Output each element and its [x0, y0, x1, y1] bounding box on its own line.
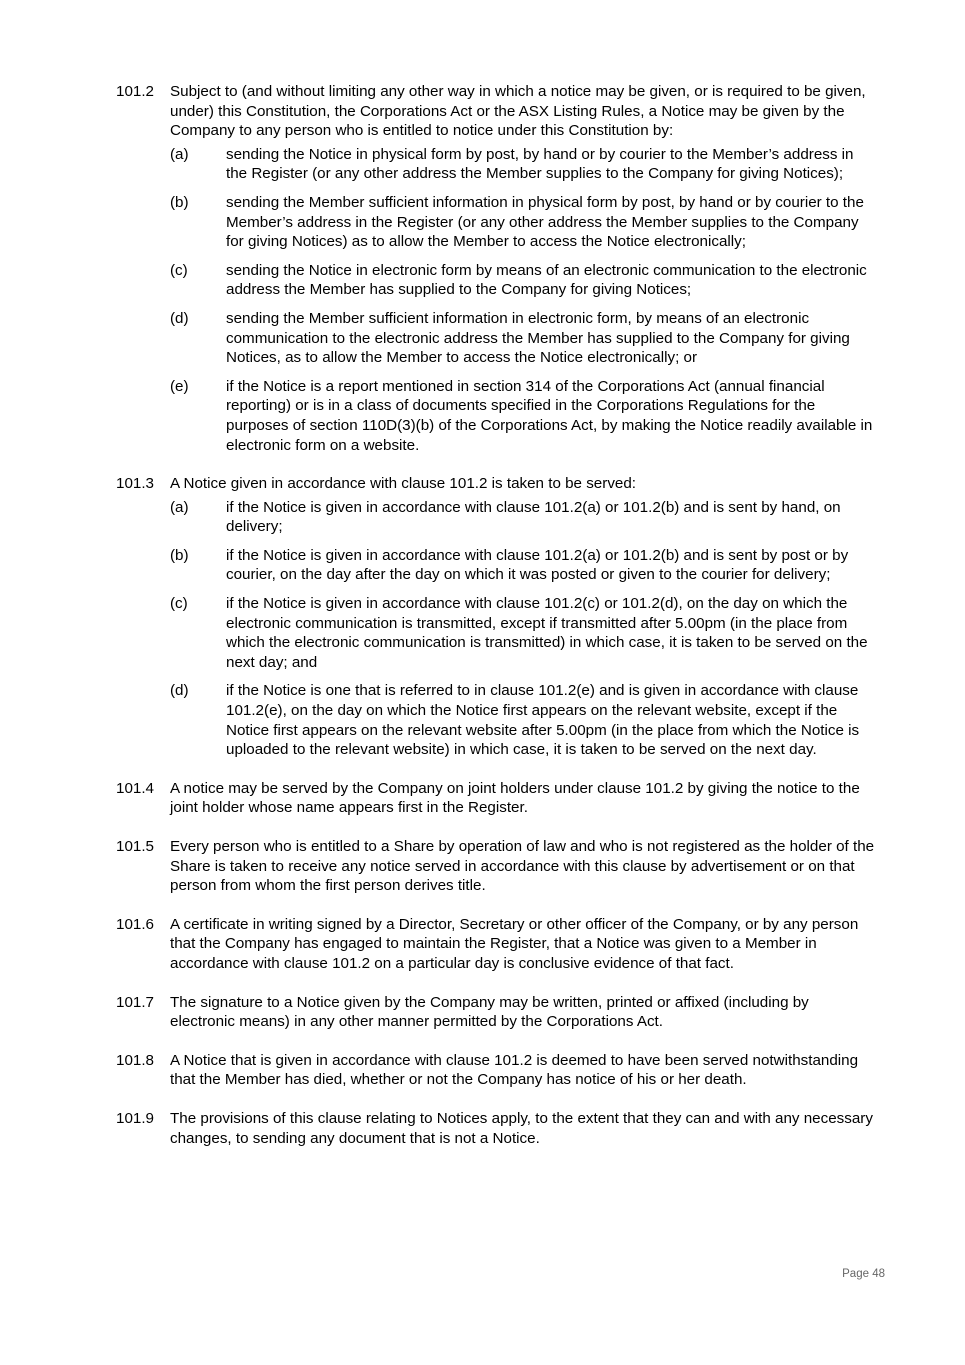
clause-number: 101.5	[116, 838, 155, 855]
sub-item-list	[170, 498, 876, 760]
clause-101-4	[116, 779, 876, 818]
clause-body	[170, 993, 876, 1032]
sub-item-label: (b)	[170, 546, 189, 564]
clause-text: Every person who is entitled to a Share by operation of law and who is not registered as the holder of the Share is taken to receive any notice served in accordance with this clause by advertisement or on that person from whom the first person derives title.	[170, 838, 875, 895]
clause-body	[170, 779, 876, 818]
sub-item-label: (a)	[170, 145, 189, 163]
clause-number: 101.3	[116, 475, 155, 493]
sub-item-label: (c)	[170, 595, 188, 613]
sub-item-text: sending the Member sufficient information in physical form by post, by hand or by courier to the Member’s address in the Register (or any other address the Member supplies to the Company for giving Notices) as to allow the Member to access the Notice electronically;	[226, 193, 864, 251]
sub-item-label: (b)	[170, 193, 189, 211]
clause-101-7	[116, 993, 876, 1032]
sub-item	[170, 681, 876, 759]
clause-text: A notice may be served by the Company on joint holders under clause 101.2 by giving the notice to the joint holder whose name appears first in the Register.	[170, 779, 860, 817]
clause-text: A Notice that is given in accordance with clause 101.2 is deemed to have been served notwithstanding that the Member has died, whether or not the Company has notice of his or her death.	[170, 1051, 859, 1089]
sub-item	[170, 594, 876, 672]
clause-101-2	[116, 82, 876, 455]
document-content	[116, 82, 876, 1167]
sub-item-label: (d)	[170, 682, 189, 700]
sub-item-label: (d)	[170, 309, 189, 327]
clause-body	[170, 837, 876, 896]
clause-101-6	[116, 915, 876, 974]
sub-item	[170, 546, 876, 585]
clause-101-8	[116, 1051, 876, 1090]
clause-number: 101.7	[116, 993, 155, 1011]
sub-item-text: sending the Notice in physical form by post, by hand or by courier to the Member’s address in the Register (or any other address the Member supplies to the Company for giving Notices);	[226, 145, 854, 183]
clause-101-5	[116, 837, 876, 896]
sub-item-label: (e)	[170, 377, 189, 395]
clause-text: A certificate in writing signed by a Director, Secretary or other officer of the Company, or by any person that the Company has engaged to maintain the Register, that a Notice was given to a Member in accordance with clause 101.2 on a particular day is conclusive evidence of that fact.	[170, 915, 859, 972]
sub-item-text: if the Notice is given in accordance with clause 101.2(a) or 101.2(b) and is sent by hand, on delivery;	[226, 498, 841, 536]
clause-text: Subject to (and without limiting any other way in which a notice may be given, or is required to be given, under) this Constitution, the Corporations Act or the ASX Listing Rules, a Notice may be given by the Company to any person who is entitled to notice under this Constitution by:	[170, 83, 866, 140]
sub-item	[170, 498, 876, 537]
sub-item	[170, 309, 876, 368]
clause-body	[170, 474, 876, 760]
clause-101-9	[116, 1109, 876, 1148]
clause-body	[170, 915, 876, 974]
clause-number: 101.4	[116, 779, 155, 797]
page-number: Page 48	[842, 1268, 885, 1280]
sub-item	[170, 377, 876, 455]
clause-body	[170, 82, 876, 455]
sub-item-text: sending the Member sufficient information in electronic form, by means of an electronic communication to the electronic address the Member has supplied to the Company for giving Notices, as to allow the Member to access the Notice electronically; or	[226, 309, 850, 367]
clause-number: 101.2	[116, 83, 155, 100]
sub-item	[170, 145, 876, 184]
sub-item	[170, 193, 876, 252]
sub-item-text: if the Notice is a report mentioned in section 314 of the Corporations Act (annual financial reporting) or is in a class of documents specified in the Corporations Regulations for the purposes of section 110D(3)(b) of the Corporations Act, by making the Notice readily available in electronic form on a website.	[226, 377, 873, 454]
sub-item-label: (c)	[170, 261, 188, 279]
sub-item-text: if the Notice is given in accordance with clause 101.2(a) or 101.2(b) and is sent by post or by courier, on the day after the day on which it was posted or given to the courier for delivery;	[226, 546, 849, 584]
clause-body	[170, 1051, 876, 1090]
sub-item-text: if the Notice is given in accordance with clause 101.2(c) or 101.2(d), on the day on which the electronic communication is transmitted, except if transmitted after 5.00pm (in the place from which the electronic communication is transmitted) in which case, it is taken to be served on the next day; and	[226, 595, 868, 671]
clause-body	[170, 1109, 876, 1148]
clause-text: A Notice given in accordance with clause 101.2 is taken to be served:	[170, 475, 637, 493]
sub-item-text: sending the Notice in electronic form by means of an electronic communication to the electronic address the Member has supplied to the Company for giving Notices;	[226, 261, 867, 299]
clause-number: 101.8	[116, 1051, 155, 1069]
clause-text: The signature to a Notice given by the Company may be written, printed or affixed (including by electronic means) in any other manner permitted by the Corporations Act.	[170, 993, 809, 1031]
sub-item-label: (a)	[170, 498, 189, 516]
sub-item-list	[170, 145, 876, 455]
clause-number: 101.6	[116, 915, 155, 933]
sub-item	[170, 261, 876, 300]
sub-item-text: if the Notice is one that is referred to in clause 101.2(e) and is given in accordance with clause 101.2(e), on the day on which the Notice first appears on the relevant website, except if the Notice first appears on the relevant website after 5.00pm (in the place from which the Notice is uploaded to the relevant website) in which case, it is taken to be served on the next day.	[226, 682, 860, 759]
clause-number: 101.9	[116, 1109, 155, 1127]
clause-101-3	[116, 474, 876, 760]
clause-text: The provisions of this clause relating to Notices apply, to the extent that they can and with any necessary changes, to sending any document that is not a Notice.	[170, 1109, 873, 1147]
